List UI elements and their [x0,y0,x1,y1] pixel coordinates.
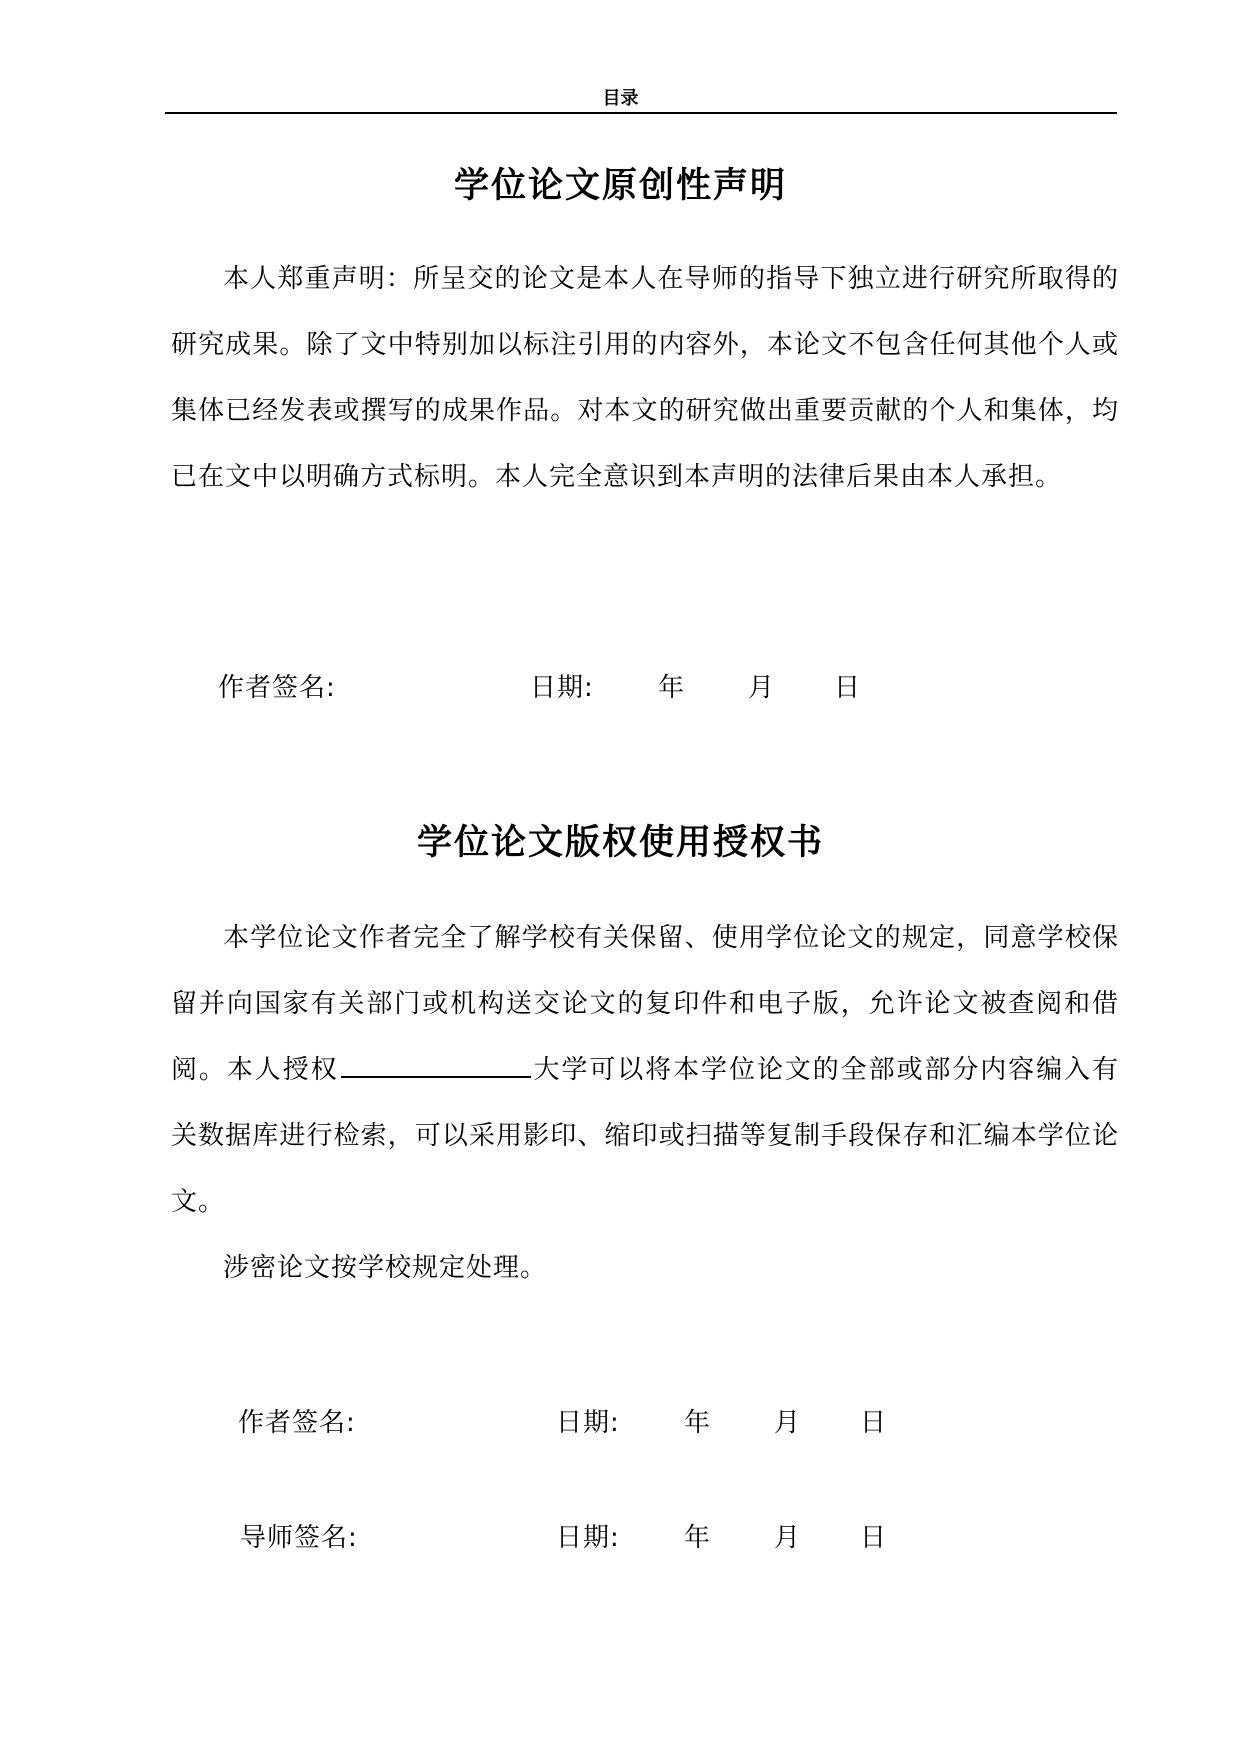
university-name-blank [341,1050,531,1078]
advisor-signature-row [240,1518,940,1558]
month-label: 月 [774,1408,802,1438]
year-label: 年 [658,673,686,703]
author-signature-label: 作者签名: [218,673,336,703]
month-label: 月 [748,673,776,703]
date-label: 日期: [556,1408,620,1438]
declaration-signature-row [218,668,918,708]
year-label: 年 [684,1408,712,1438]
authorization-title: 学位论文版权使用授权书 [416,823,824,863]
authorization-body-part2: 大学可以将本学位论文的全部或部分内容编入有关数据库进行检索，可以采用影印、缩印或扫描等复制手段保存和汇编本学位论文。 [171,1055,1119,1217]
month-label: 月 [774,1523,802,1553]
secret-thesis-note: 涉密论文按学校规定处理。 [223,1253,548,1283]
author-signature-row [238,1403,938,1443]
date-label: 日期: [556,1523,620,1553]
declaration-body: 本人郑重声明：所呈交的论文是本人在导师的指导下独立进行研究所取得的研究成果。除了文中特别加以标注引用的内容外，本论文不包含任何其他个人或集体已经发表或撰写的成果作品。对本文的研究做出重要贡献的个人和集体，均已在文中以明确方式标明。本人完全意识到本声明的法律后果由本人承担。 [171,264,1119,492]
day-label: 日 [860,1523,888,1553]
header-rule [165,112,1117,114]
year-label: 年 [684,1523,712,1553]
declaration-title: 学位论文原创性声明 [453,166,787,206]
header-title: 目录 [602,88,639,109]
date-label: 日期: [530,673,594,703]
author-signature-label: 作者签名: [238,1408,356,1438]
day-label: 日 [860,1408,888,1438]
authorization-body-part1: 本学位论文作者完全了解学校有关保留、使用学位论文的规定，同意学校保留并向国家有关部门或机构送交论文的复印件和电子版，允许论文被查阅和借阅。本人授权 [171,923,1119,1085]
advisor-signature-label: 导师签名: [240,1523,358,1553]
authorization-body [171,905,1119,1235]
day-label: 日 [834,673,862,703]
